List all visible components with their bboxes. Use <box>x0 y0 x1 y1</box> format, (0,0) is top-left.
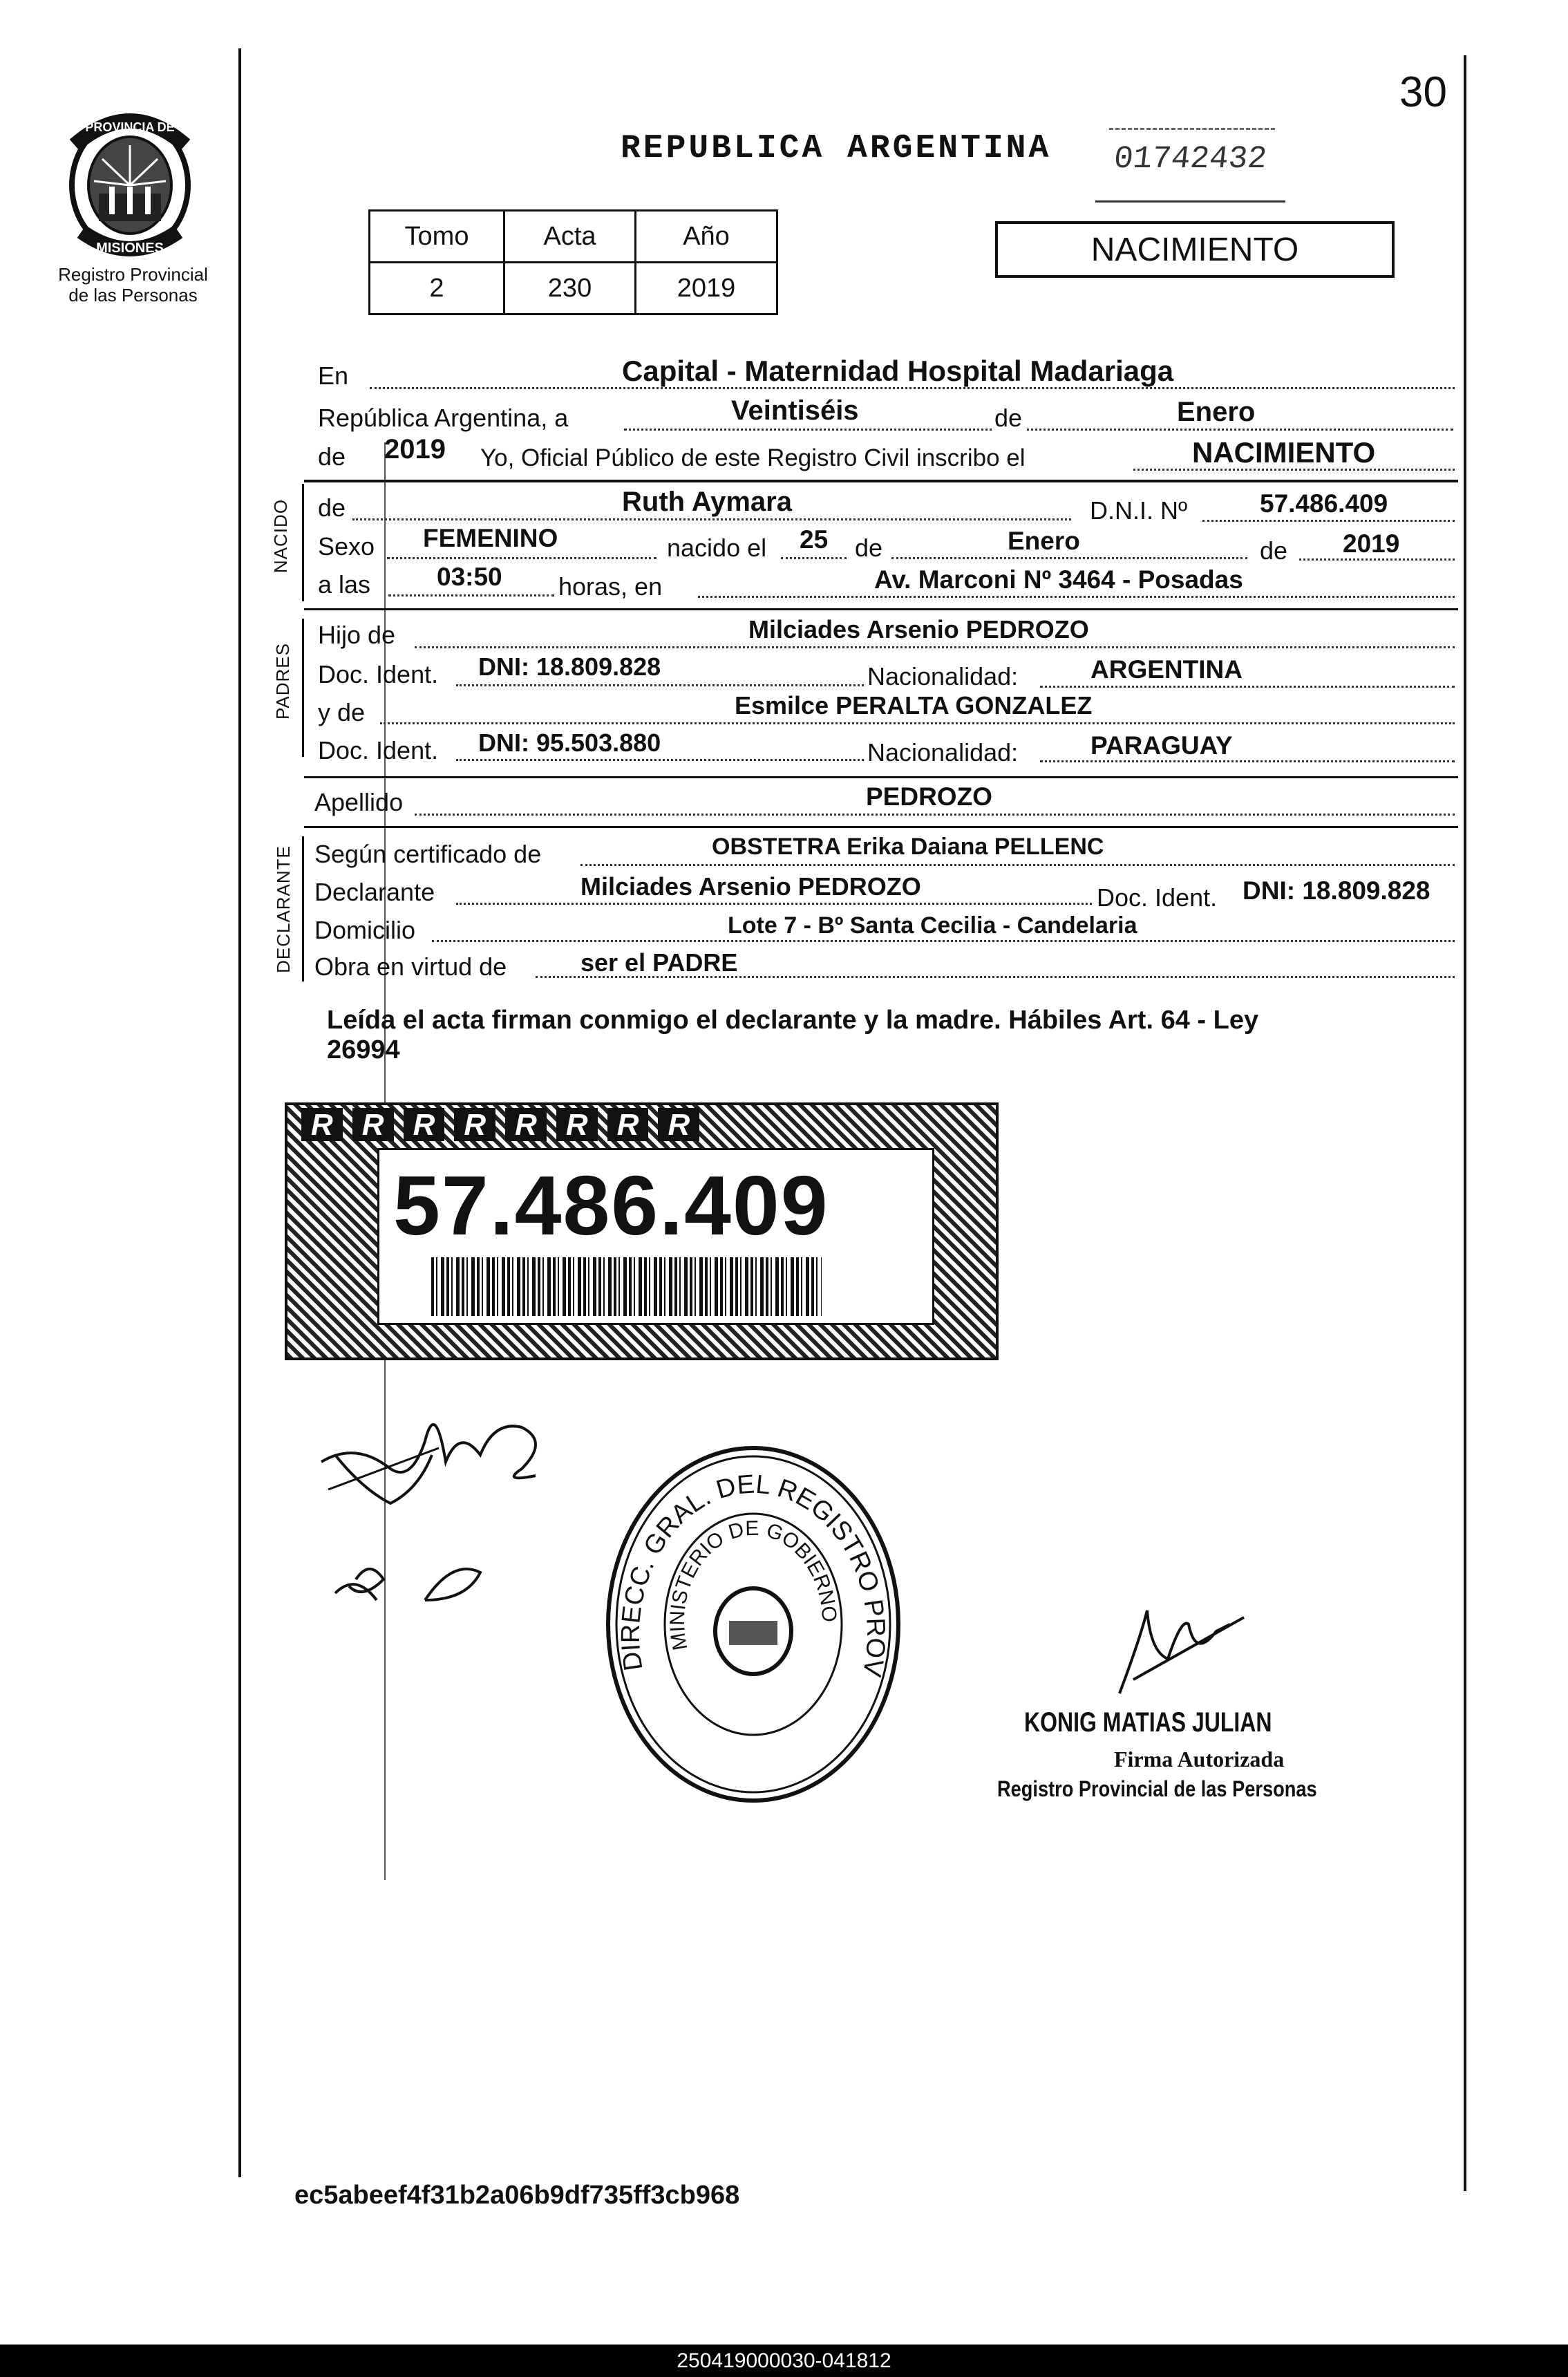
tome-value: 2 <box>370 263 504 314</box>
label-de-start: de <box>318 442 346 471</box>
dots-padre-nac <box>1040 686 1455 688</box>
dots-hora <box>388 594 554 596</box>
label-doc-ident-decl: Doc. Ident. <box>1097 883 1218 912</box>
sticker-barcode <box>431 1257 822 1316</box>
sticker-pattern-letter: R <box>607 1108 649 1141</box>
value-dia-texto: Veintiséis <box>731 395 859 426</box>
dots-lugar-nac <box>698 596 1455 598</box>
label-obra: Obra en virtud de <box>314 952 507 981</box>
value-certificado: OBSTETRA Erika Daiana PELLENC <box>712 834 1104 860</box>
label-de-year: de <box>1260 536 1288 565</box>
value-dia-nac: 25 <box>800 525 829 554</box>
sticker-pattern-row <box>301 1108 982 1141</box>
document-title: REPUBLICA ARGENTINA <box>621 130 1052 167</box>
divider-1 <box>304 480 1458 482</box>
serial-underline <box>1095 200 1285 203</box>
value-madre-doc: DNI: 95.503.880 <box>478 729 661 757</box>
value-declarante: Milciades Arsenio PEDROZO <box>580 872 921 901</box>
sticker-inner <box>377 1148 934 1325</box>
label-a-las: a las <box>318 570 371 599</box>
footer-bar <box>0 2345 1568 2377</box>
dots-padre-doc <box>456 684 864 686</box>
registry-label <box>28 264 238 306</box>
value-hora: 03:50 <box>437 563 502 591</box>
act-header: Acta <box>504 211 636 263</box>
label-segun: Según certificado de <box>314 840 542 868</box>
value-anio-nac: 2019 <box>1343 529 1400 558</box>
year-value: 2019 <box>636 263 777 314</box>
value-sexo: FEMENINO <box>423 524 558 552</box>
value-mes-nac: Enero <box>1008 527 1080 555</box>
label-domicilio: Domicilio <box>314 916 416 944</box>
declarant-signature <box>314 1372 563 1635</box>
registry-line2: de las Personas <box>68 285 198 306</box>
value-padre-nac: ARGENTINA <box>1090 655 1243 684</box>
tome-table <box>368 209 778 315</box>
dots-republica <box>624 429 1453 431</box>
dots-certificado <box>580 864 1455 866</box>
label-declarante: Declarante <box>314 878 435 906</box>
label-oficial: Yo, Oficial Público de este Registro Civil inscribo el <box>480 444 1026 471</box>
sticker-pattern-letter: R <box>658 1108 699 1141</box>
dots-madre-doc <box>456 759 864 761</box>
value-padre: Milciades Arsenio PEDROZO <box>748 615 1089 643</box>
label-horas-en: horas, en <box>558 572 663 601</box>
label-nacionalidad-1: Nacionalidad: <box>867 662 1019 690</box>
dots-anio <box>1299 558 1455 561</box>
padres-bracket <box>302 619 304 757</box>
seal-outer-text: DIRECC. GRAL. DEL REGISTRO PROV <box>616 1469 891 1679</box>
dots-sexo <box>387 557 657 559</box>
label-en: En <box>318 361 349 390</box>
dots-apellido <box>415 814 1455 816</box>
value-mes-texto: Enero <box>1177 397 1256 427</box>
label-de-day: de <box>855 534 883 562</box>
sticker-pattern-letter: R <box>352 1108 394 1141</box>
sticker-pattern-letter: R <box>556 1108 598 1141</box>
sticker-pattern-letter: R <box>505 1108 547 1141</box>
signatory-role: Firma Autorizada <box>1114 1747 1285 1772</box>
label-y-de: y de <box>318 698 366 726</box>
tome-header: Tomo <box>370 211 504 263</box>
signatory-office: Registro Provincial de las Personas <box>997 1776 1317 1801</box>
label-doc-ident-2: Doc. Ident. <box>318 736 439 764</box>
value-lugar: Capital - Maternidad Hospital Madariaga <box>622 355 1174 387</box>
dots-madre <box>380 722 1455 724</box>
closing-line2: 26994 <box>327 1035 400 1064</box>
dots-mes <box>891 557 1247 559</box>
serial-number: 01742432 <box>1112 141 1269 177</box>
divider-4 <box>304 826 1458 828</box>
sticker-pattern-letter: R <box>301 1108 343 1141</box>
label-apellido: Apellido <box>314 788 404 816</box>
sticker-dni-number: 57.486.409 <box>393 1158 829 1252</box>
dots-dni <box>1202 520 1455 522</box>
declarante-bracket <box>302 836 304 981</box>
nacido-bracket <box>302 484 304 601</box>
footer-code: 250419000030-041812 <box>677 2349 891 2372</box>
signatory-name: KONIG MATIAS JULIAN <box>1024 1707 1272 1738</box>
value-lugar-nac: Av. Marconi Nº 3464 - Posadas <box>874 565 1243 594</box>
year-header: Año <box>636 211 777 263</box>
label-republica: República Argentina, a <box>318 404 569 432</box>
dots-padre <box>415 646 1455 648</box>
registry-line1: Registro Provincial <box>58 264 208 285</box>
section-label-declarante: DECLARANTE <box>272 845 294 973</box>
province-logo <box>61 104 199 263</box>
value-obra: ser el PADRE <box>580 948 738 977</box>
dots-dia <box>781 557 847 559</box>
value-tipo: NACIMIENTO <box>1192 436 1376 469</box>
svg-text:PROVINCIA DE: PROVINCIA DE <box>85 120 175 134</box>
value-madre: Esmilce PERALTA GONZALEZ <box>735 691 1093 720</box>
section-label-nacido: NACIDO <box>270 498 292 574</box>
value-nombre: Ruth Aymara <box>622 487 792 517</box>
official-seal <box>601 1441 905 1807</box>
right-margin-line <box>1464 55 1466 2191</box>
dots-domicilio <box>432 940 1455 942</box>
section-label-padres: PADRES <box>272 643 293 720</box>
value-padre-doc: DNI: 18.809.828 <box>478 652 661 681</box>
value-dni: 57.486.409 <box>1260 489 1388 518</box>
label-dni: D.N.I. Nº <box>1090 496 1188 525</box>
label-de-mid: de <box>992 404 1025 433</box>
sticker-pattern-letter: R <box>404 1108 445 1141</box>
act-type-box <box>995 221 1395 278</box>
dni-sticker <box>285 1102 999 1360</box>
label-sexo: Sexo <box>318 532 375 561</box>
seal-inner-text: MINISTERIO DE GOBIERNO <box>665 1516 841 1653</box>
label-doc-ident-1: Doc. Ident. <box>318 660 439 688</box>
divider-2 <box>304 608 1458 610</box>
value-anio: 2019 <box>384 434 446 464</box>
divider-3 <box>304 776 1458 778</box>
value-domicilio: Lote 7 - Bº Santa Cecilia - Candelaria <box>728 912 1137 939</box>
value-apellido: PEDROZO <box>866 782 992 811</box>
document-hash: ec5abeef4f31b2a06b9df735ff3cb968 <box>294 2181 740 2210</box>
act-value: 230 <box>504 263 636 314</box>
label-de-nacido: de <box>318 494 346 522</box>
dots-madre-nac <box>1040 760 1455 762</box>
serial-overline <box>1109 128 1275 130</box>
value-madre-nac: PARAGUAY <box>1090 731 1233 760</box>
value-declarante-doc: DNI: 18.809.828 <box>1243 876 1430 905</box>
closing-line1: Leída el acta firman conmigo el declarante y la madre. Hábiles Art. 64 - Ley <box>327 1006 1259 1035</box>
svg-text:MISIONES: MISIONES <box>96 241 164 256</box>
label-nacido-el: nacido el <box>667 534 767 562</box>
label-nacionalidad-2: Nacionalidad: <box>867 738 1019 767</box>
sticker-pattern-letter: R <box>454 1108 495 1141</box>
dots-declarante <box>456 903 1092 905</box>
authorized-signature <box>1092 1597 1258 1700</box>
label-hijo-de: Hijo de <box>318 621 396 649</box>
act-type-label: NACIMIENTO <box>1090 231 1299 268</box>
page-number: 30 <box>1399 68 1447 116</box>
left-margin-line <box>238 48 241 2177</box>
dots-nombre <box>352 518 1071 520</box>
